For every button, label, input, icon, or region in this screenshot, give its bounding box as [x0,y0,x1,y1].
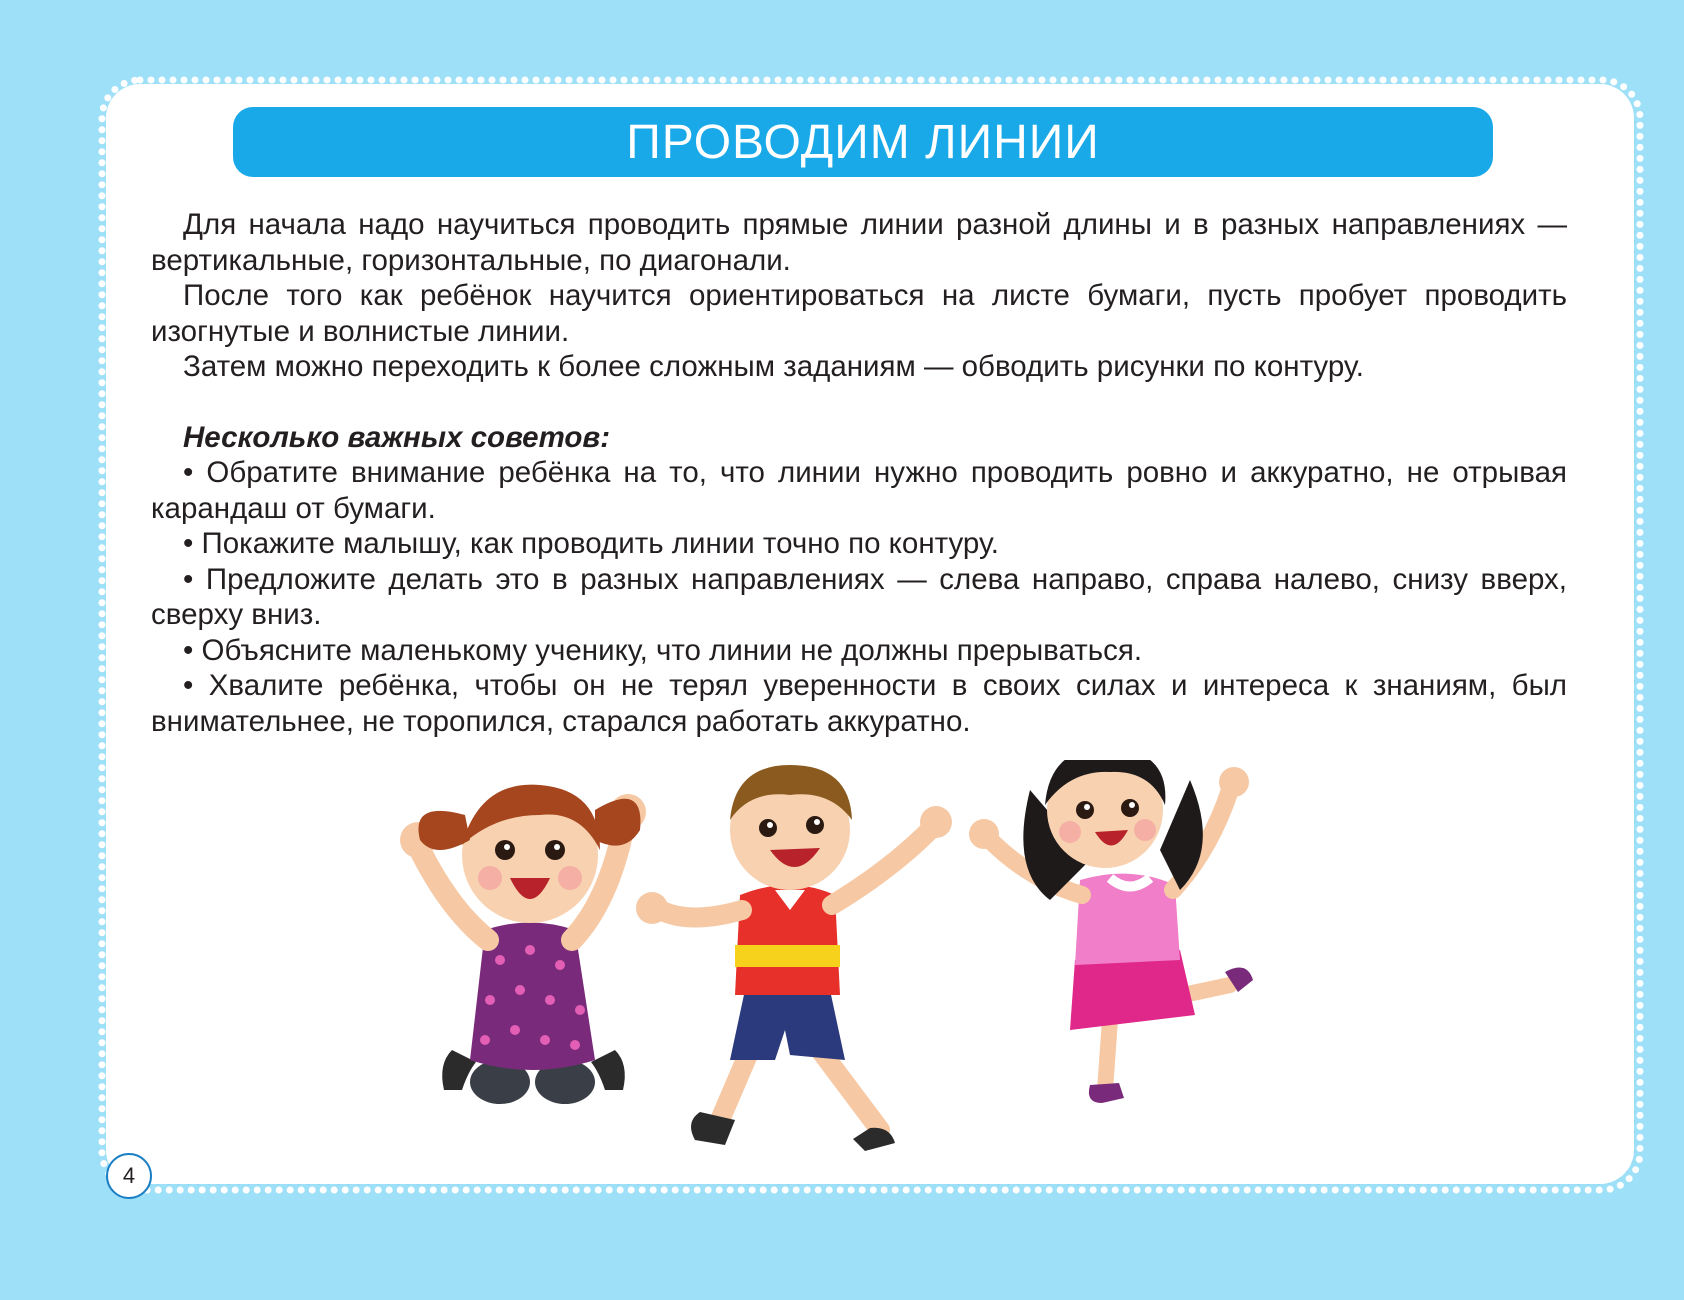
page-number: 4 [106,1153,152,1199]
girl-jumping-illustration [400,785,646,1104]
paragraph-2: После того как ребёнок научится ориентироваться на листе бумаги, пусть пробует проводить изогнутые и волнистые линии. [151,279,1567,348]
girl-dancing-illustration [969,760,1253,1103]
children-illustration [390,760,1350,1180]
page-title: ПРОВОДИМ ЛИНИИ [626,115,1100,169]
paragraph-3: Затем можно переходить к более сложным заданиям — обводить рисунки по контуру. [183,350,1364,383]
tips-heading: Несколько важных советов: [183,420,611,454]
text-content [151,207,1567,739]
tip-2: • Покажите малышу, как проводить линии точно по контуру. [183,527,999,560]
boy-illustration [636,765,952,1151]
tip-3: • Предложите делать это в разных направлениях — слева направо, справа налево, снизу вверх, сверху вниз. [151,562,1567,631]
tip-5: • Хвалите ребёнка, чтобы он не терял уверенности в своих силах и интереса к знаниям, был внимательнее, не торопился, старался работать аккуратно. [151,669,1567,738]
paragraph-1: Для начала надо научиться проводить прямые линии разной длины и в разных направлениях — вертикальные, горизонтальные, по диагонали. [151,208,1567,277]
tip-4: • Объясните маленькому ученику, что линии не должны прерываться. [183,633,1143,667]
tip-1: • Обратите внимание ребёнка на то, что линии нужно проводить ровно и аккуратно, не отрывая карандаш от бумаги. [151,456,1567,525]
title-bar [233,107,1493,177]
